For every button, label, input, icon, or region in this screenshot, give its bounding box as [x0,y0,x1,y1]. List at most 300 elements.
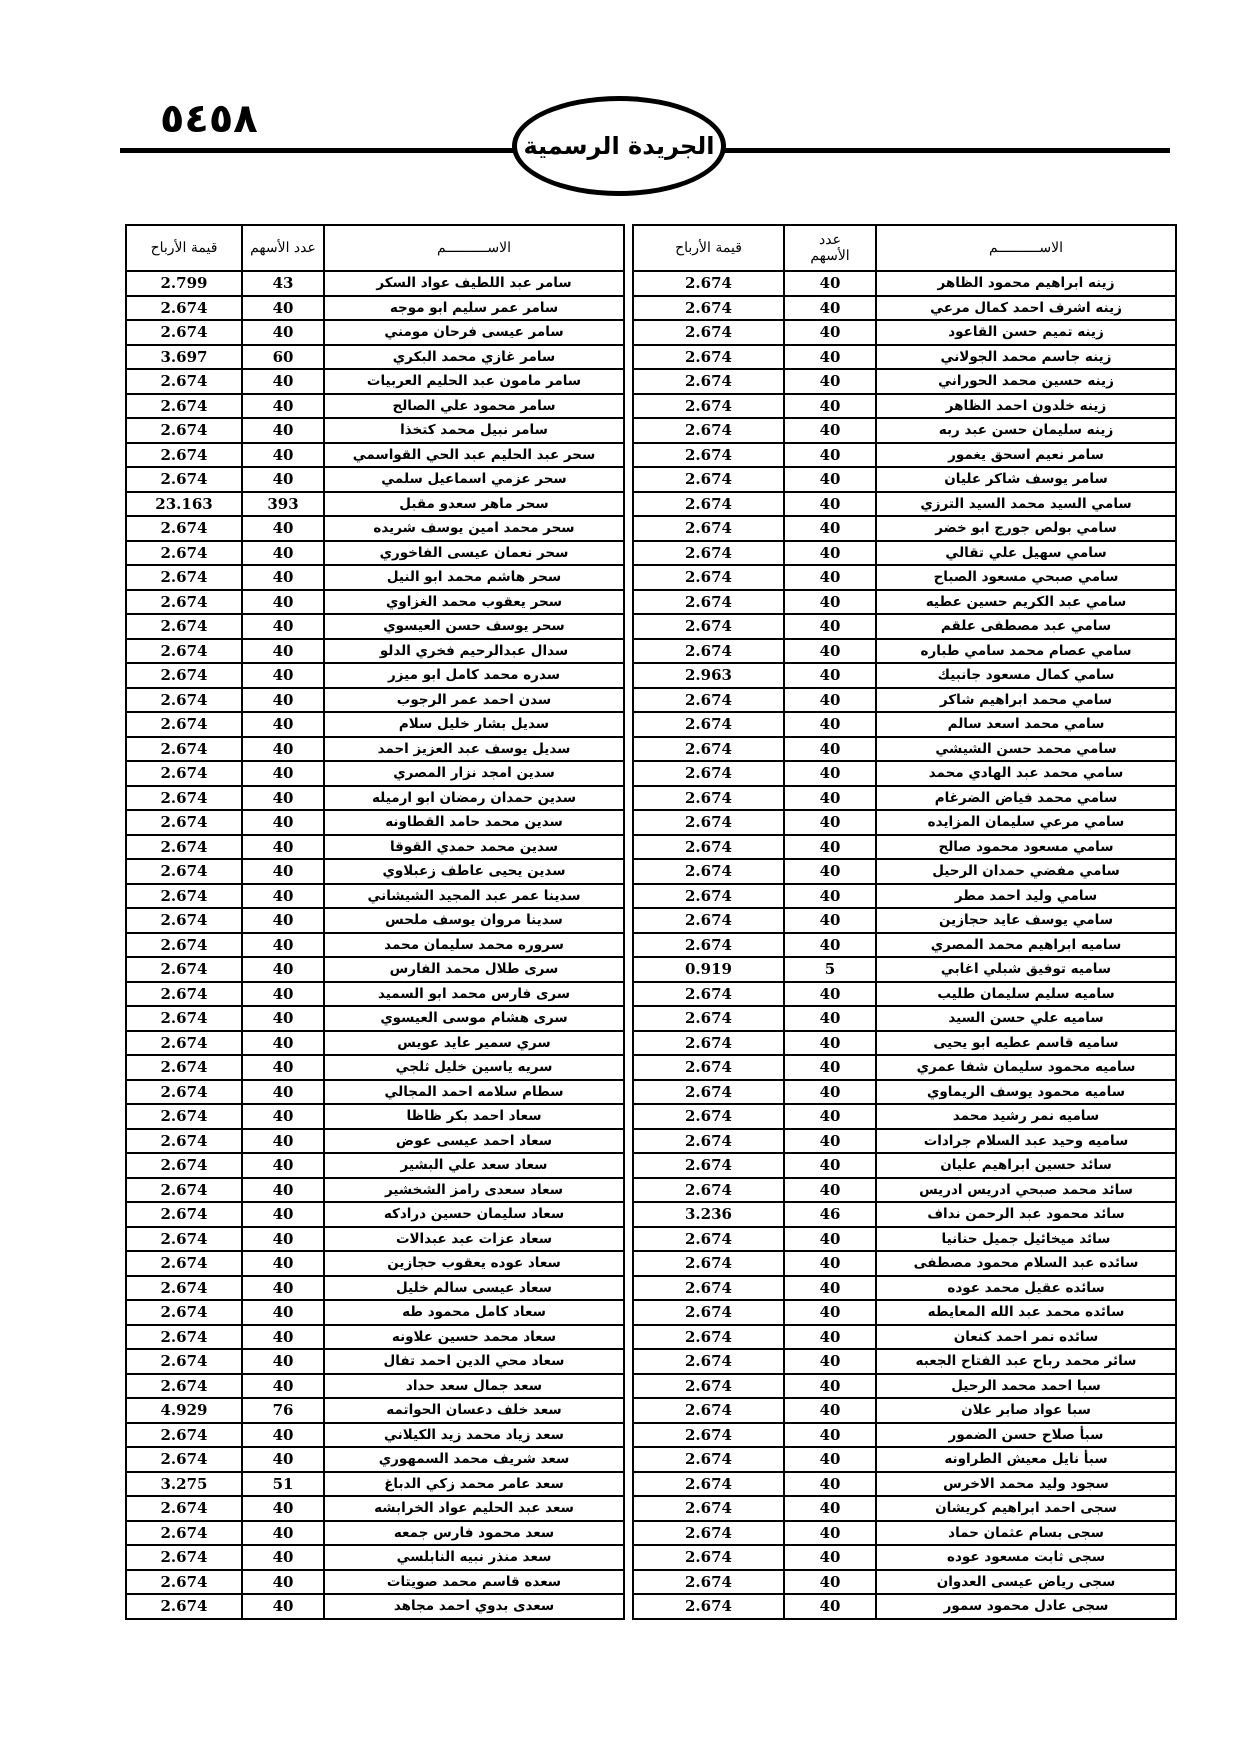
dividend-value: 2.674 [126,1447,242,1472]
table-row [126,271,624,296]
share-count: 40 [784,296,876,321]
table-row [126,345,624,370]
shareholder-name: سدينا مروان يوسف ملحس [324,908,624,933]
share-count: 40 [242,1153,324,1178]
shareholder-name: زينه اشرف احمد كمال مرعي [876,296,1176,321]
table-row [126,1570,624,1595]
column-header-name: الاســــــــــم [324,225,624,271]
shareholder-name: سدين محمد حمدي القوقا [324,835,624,860]
table-row [126,516,624,541]
shareholder-name: سعاد محمد حسين علاونه [324,1325,624,1350]
table-row [633,663,1176,688]
table-row [126,443,624,468]
dividend-value: 2.674 [633,320,784,345]
dividend-value: 2.674 [126,957,242,982]
dividend-value: 3.697 [126,345,242,370]
dividend-value: 2.674 [633,1349,784,1374]
table-row [633,1055,1176,1080]
page-number: ٥٤٥٨ [160,96,258,142]
shareholder-name: سامر محمود علي الصالح [324,394,624,419]
share-count: 40 [242,1570,324,1595]
share-count: 40 [242,394,324,419]
shareholder-name: سعد عبد الحليم عواد الخرابشه [324,1496,624,1521]
dividend-value: 2.674 [126,516,242,541]
shareholder-name: سعد جمال سعد حداد [324,1374,624,1399]
share-count: 40 [784,565,876,590]
dividend-value: 2.674 [633,1545,784,1570]
shareholder-name: سامر غازي محمد البكري [324,345,624,370]
shareholder-name: ساميه محمود يوسف الريماوي [876,1080,1176,1105]
table-row [126,590,624,615]
dividend-value: 2.674 [126,1251,242,1276]
table-row [126,418,624,443]
share-count: 40 [784,516,876,541]
dividend-value: 2.674 [126,1055,242,1080]
dividend-value: 2.674 [633,639,784,664]
table-row [633,516,1176,541]
share-count: 40 [242,810,324,835]
table-row [126,1423,624,1448]
dividend-value: 2.674 [126,810,242,835]
dividend-value: 2.674 [633,1447,784,1472]
shareholder-name: ساميه قاسم عطيه ابو يحيى [876,1031,1176,1056]
dividend-value: 2.674 [633,345,784,370]
share-count: 40 [784,884,876,909]
shareholder-name: سدينا عمر عبد المجيد الشيشاني [324,884,624,909]
dividend-value: 2.674 [126,859,242,884]
shareholder-name: سائد ميخائيل جميل حنانيا [876,1227,1176,1252]
shareholder-name: سعاد سعدى رامز الشخشير [324,1178,624,1203]
dividend-value: 2.674 [126,1594,242,1619]
dividend-value: 3.236 [633,1202,784,1227]
dividend-value: 2.674 [633,908,784,933]
shareholder-name: سامي صبحي مسعود الصباح [876,565,1176,590]
shareholder-name: سعاد سليمان حسين درادكه [324,1202,624,1227]
shareholder-name: سامي محمد عبد الهادي محمد [876,761,1176,786]
share-count: 40 [242,1374,324,1399]
table-row [126,688,624,713]
dividend-value: 2.674 [126,1006,242,1031]
dividend-value: 2.674 [633,1423,784,1448]
table-row [126,614,624,639]
shareholder-name: سامي محمد ابراهيم شاكر [876,688,1176,713]
dividend-value: 2.674 [633,418,784,443]
shareholder-name: سامر عبد اللطيف عواد السكر [324,271,624,296]
table-header-row [126,225,624,271]
table-row [633,590,1176,615]
share-count: 40 [784,1325,876,1350]
dividend-value: 2.674 [633,1055,784,1080]
share-count: 40 [784,1570,876,1595]
shareholder-name: سعد شريف محمد السمهوري [324,1447,624,1472]
shareholder-name: سديل بشار خليل سلام [324,712,624,737]
dividend-value: 2.674 [633,443,784,468]
dividend-value: 2.674 [126,982,242,1007]
table-row [633,786,1176,811]
shareholder-name: سديل يوسف عبد العزيز احمد [324,737,624,762]
dividend-value: 2.674 [633,1496,784,1521]
table-row [633,443,1176,468]
table-row [126,908,624,933]
shareholder-name: سامر عمر سليم ابو موجه [324,296,624,321]
shareholder-name: سدره محمد كامل ابو ميزر [324,663,624,688]
dividend-value: 2.674 [633,369,784,394]
dividend-value: 2.674 [633,688,784,713]
shareholder-name: سامي محمد اسعد سالم [876,712,1176,737]
table-row [633,982,1176,1007]
table-row [126,1080,624,1105]
dividend-value: 2.674 [633,296,784,321]
table-row [633,394,1176,419]
share-count: 393 [242,492,324,517]
table-body-left [126,271,624,1619]
share-count: 40 [242,1300,324,1325]
table-row [633,418,1176,443]
share-count: 40 [784,1153,876,1178]
dividend-value: 2.674 [633,712,784,737]
share-count: 40 [242,1545,324,1570]
table-row [633,1496,1176,1521]
shareholder-name: سائر محمد رباح عبد الفتاح الجعبه [876,1349,1176,1374]
shareholder-name: سائد حسين ابراهيم عليان [876,1153,1176,1178]
share-count: 40 [242,957,324,982]
dividends-table-left [125,224,625,1620]
table-row [126,737,624,762]
dividend-value: 2.963 [633,663,784,688]
dividend-value: 2.799 [126,271,242,296]
table-row [126,1178,624,1203]
table-row [126,394,624,419]
dividend-value: 2.674 [126,418,242,443]
table-row [633,908,1176,933]
table-row [633,320,1176,345]
dividend-value: 3.275 [126,1472,242,1497]
shareholder-name: سطام سلامه احمد المجالي [324,1080,624,1105]
share-count: 40 [784,1496,876,1521]
dividend-value: 2.674 [126,761,242,786]
table-row [633,1227,1176,1252]
table-row [126,467,624,492]
shareholder-name: سامي وليد احمد مطر [876,884,1176,909]
share-count: 40 [242,982,324,1007]
share-count: 40 [784,761,876,786]
share-count: 40 [784,639,876,664]
shareholder-name: سامي محمد حسن الشيشي [876,737,1176,762]
share-count: 40 [242,712,324,737]
shareholder-name: سعاد عوده يعقوب حجازين [324,1251,624,1276]
dividend-value: 2.674 [633,1570,784,1595]
table-row [633,1202,1176,1227]
dividend-value: 2.674 [633,786,784,811]
shareholder-name: سعاد محي الدين احمد تفال [324,1349,624,1374]
share-count: 40 [242,908,324,933]
share-count: 40 [242,1594,324,1619]
shareholder-name: زينه جاسم محمد الجولاني [876,345,1176,370]
share-count: 40 [242,1202,324,1227]
share-count: 40 [242,639,324,664]
share-count: 40 [242,1006,324,1031]
share-count: 40 [784,1521,876,1546]
dividend-value: 2.674 [126,639,242,664]
shareholder-name: ساميه علي حسن السيد [876,1006,1176,1031]
table-row [126,1055,624,1080]
table-row [633,1031,1176,1056]
share-count: 40 [784,982,876,1007]
table-row [126,1496,624,1521]
share-count: 40 [784,1006,876,1031]
dividend-value: 2.674 [633,541,784,566]
gazette-title-oval [512,96,726,196]
dividend-value: 2.674 [633,1521,784,1546]
table-row [126,982,624,1007]
table-row [633,1398,1176,1423]
table-row [126,712,624,737]
dividend-value: 2.674 [126,1276,242,1301]
table-row [126,810,624,835]
shareholder-name: ساميه توفيق شبلي اغابي [876,957,1176,982]
shareholder-name: سحر هاشم محمد ابو النيل [324,565,624,590]
dividend-value: 2.674 [126,1080,242,1105]
share-count: 40 [242,688,324,713]
dividend-value: 2.674 [126,369,242,394]
dividend-value: 2.674 [633,1325,784,1350]
dividend-value: 2.674 [126,1129,242,1154]
shareholder-name: سامي مسعود محمود صالح [876,835,1176,860]
dividend-value: 2.674 [633,565,784,590]
shareholder-name: سامي عبد الكريم حسين عطيه [876,590,1176,615]
share-count: 40 [784,688,876,713]
share-count: 40 [242,1104,324,1129]
dividend-value: 2.674 [126,1104,242,1129]
share-count: 40 [784,1227,876,1252]
dividend-value: 2.674 [633,884,784,909]
shareholder-name: سامر مامون عبد الحليم العربيات [324,369,624,394]
table-row [633,1153,1176,1178]
share-count: 40 [784,1031,876,1056]
dividend-value: 2.674 [126,1374,242,1399]
share-count: 40 [784,786,876,811]
dividend-value: 2.674 [633,614,784,639]
table-row [126,859,624,884]
table-row [633,835,1176,860]
shareholder-name: سامر عيسى فرحان مومني [324,320,624,345]
share-count: 40 [242,467,324,492]
share-count: 40 [242,1055,324,1080]
share-count: 40 [784,712,876,737]
dividend-value: 2.674 [126,688,242,713]
share-count: 40 [242,1521,324,1546]
share-count: 40 [784,835,876,860]
column-header-shares-line2: الأسهم [810,248,850,264]
shareholder-name: سائده محمد عبد الله المعايطه [876,1300,1176,1325]
shareholder-name: ساميه محمود سليمان شفا عمري [876,1055,1176,1080]
share-count: 40 [784,418,876,443]
shareholder-name: سعاد سعد علي البشير [324,1153,624,1178]
table-row [126,639,624,664]
table-row [633,859,1176,884]
shareholder-name: سعدى بدوي احمد مجاهد [324,1594,624,1619]
share-count: 40 [784,1545,876,1570]
dividend-value: 2.674 [126,1521,242,1546]
table-row [126,835,624,860]
shareholder-name: سبأ نايل معيش الطراونه [876,1447,1176,1472]
dividend-value: 2.674 [126,1570,242,1595]
table-row [633,541,1176,566]
dividend-value: 2.674 [126,296,242,321]
dividend-value: 2.674 [126,908,242,933]
shareholder-name: سدال عبدالرحيم فخري الدلو [324,639,624,664]
table-row [126,663,624,688]
shareholder-name: سجى بسام عثمان حماد [876,1521,1176,1546]
table-row [633,345,1176,370]
share-count: 40 [784,1374,876,1399]
share-count: 40 [242,1276,324,1301]
dividend-value: 2.674 [126,443,242,468]
dividend-value: 2.674 [633,1251,784,1276]
table-row [126,1447,624,1472]
shareholder-name: زينه ابراهيم محمود الظاهر [876,271,1176,296]
dividend-value: 2.674 [126,1545,242,1570]
column-header-name: الاســــــــــم [876,225,1176,271]
shareholder-name: سعاد احمد بكر ظاظا [324,1104,624,1129]
shareholder-name: سجود وليد محمد الاخرس [876,1472,1176,1497]
share-count: 40 [784,1104,876,1129]
share-count: 5 [784,957,876,982]
share-count: 40 [784,320,876,345]
shareholder-name: سدين حمدان رمضان ابو ارميله [324,786,624,811]
table-row [126,1153,624,1178]
shareholder-name: سجى ثابت مسعود عوده [876,1545,1176,1570]
dividend-value: 2.674 [126,1202,242,1227]
share-count: 40 [784,369,876,394]
dividend-value: 2.674 [633,467,784,492]
share-count: 40 [242,1129,324,1154]
share-count: 40 [242,590,324,615]
table-row [126,786,624,811]
share-count: 40 [242,443,324,468]
share-count: 40 [784,345,876,370]
share-count: 40 [242,761,324,786]
table-row [126,1276,624,1301]
share-count: 40 [242,1349,324,1374]
table-row [126,541,624,566]
table-row [633,1129,1176,1154]
share-count: 40 [242,1080,324,1105]
share-count: 40 [784,1080,876,1105]
dividend-value: 2.674 [633,1472,784,1497]
table-row [126,1472,624,1497]
share-count: 76 [242,1398,324,1423]
dividend-value: 2.674 [633,492,784,517]
share-count: 51 [242,1472,324,1497]
table-row [126,565,624,590]
share-count: 40 [784,1251,876,1276]
table-row [633,1472,1176,1497]
shareholder-name: سبأ صلاح حسن الضمور [876,1423,1176,1448]
dividend-value: 2.674 [633,1594,784,1619]
shareholder-name: سعاد كامل محمود طه [324,1300,624,1325]
shareholder-name: سحر محمد امين يوسف شريده [324,516,624,541]
shareholder-name: سدين امجد نزار المصري [324,761,624,786]
share-count: 40 [242,933,324,958]
shareholder-name: سائد محمد صبحي ادريس ادريس [876,1178,1176,1203]
dividend-value: 0.919 [633,957,784,982]
table-row [633,810,1176,835]
shareholder-name: ساميه ابراهيم محمد المصري [876,933,1176,958]
shareholder-name: سحر عبد الحليم عبد الحي القواسمي [324,443,624,468]
table-row [126,296,624,321]
shareholder-name: سحر ماهر سعدو مقبل [324,492,624,517]
table-row [126,1594,624,1619]
dividend-value: 2.674 [633,1398,784,1423]
share-count: 40 [784,933,876,958]
table-row [633,1570,1176,1595]
table-row [126,1374,624,1399]
table-row [126,1521,624,1546]
table-row [126,1006,624,1031]
table-row [126,1325,624,1350]
table-row [126,1202,624,1227]
dividend-value: 2.674 [126,1496,242,1521]
dividend-value: 2.674 [633,982,784,1007]
dividend-value: 2.674 [126,933,242,958]
share-count: 40 [784,541,876,566]
share-count: 40 [242,320,324,345]
shareholder-name: سدين يحيى عاطف زعبلاوي [324,859,624,884]
shareholder-name: زينه حسين محمد الحوراني [876,369,1176,394]
shareholder-name: زينه تميم حسن القاعود [876,320,1176,345]
dividend-value: 2.674 [633,1080,784,1105]
share-count: 60 [242,345,324,370]
table-row [633,1276,1176,1301]
dividend-value: 2.674 [126,541,242,566]
table-row [633,492,1176,517]
share-count: 40 [784,614,876,639]
share-count: 40 [242,835,324,860]
dividend-value: 23.163 [126,492,242,517]
share-count: 40 [784,1349,876,1374]
shareholder-name: زينه سليمان حسن عبد ربه [876,418,1176,443]
shareholder-name: سامي مرعي سليمان المزايده [876,810,1176,835]
share-count: 40 [784,908,876,933]
column-header-shares: عدد الأسهم [242,225,324,271]
dividend-value: 2.674 [126,663,242,688]
shareholder-name: سرى طلال محمد الفارس [324,957,624,982]
shareholder-name: سامي محمد فياض الضرغام [876,786,1176,811]
dividend-value: 2.674 [126,1178,242,1203]
column-header-shares-line1: عدد [819,232,841,248]
table-row [633,369,1176,394]
dividend-value: 2.674 [633,1227,784,1252]
share-count: 40 [784,1276,876,1301]
dividend-value: 2.674 [633,1374,784,1399]
dividend-value: 2.674 [126,884,242,909]
shareholder-name: سائده عقيل محمد عوده [876,1276,1176,1301]
dividend-value: 2.674 [633,1276,784,1301]
share-count: 40 [784,590,876,615]
dividend-value: 2.674 [126,712,242,737]
shareholder-name: سرى هشام موسى العيسوي [324,1006,624,1031]
shareholder-name: سريه ياسين خليل ثلجي [324,1055,624,1080]
column-header-shares [784,225,876,271]
share-count: 40 [784,1447,876,1472]
share-count: 40 [784,1398,876,1423]
share-count: 40 [242,786,324,811]
share-count: 40 [242,1423,324,1448]
dividend-value: 2.674 [126,1153,242,1178]
shareholder-name: سامي عبد مصطفى علقم [876,614,1176,639]
shareholder-name: سجى عادل محمود سمور [876,1594,1176,1619]
